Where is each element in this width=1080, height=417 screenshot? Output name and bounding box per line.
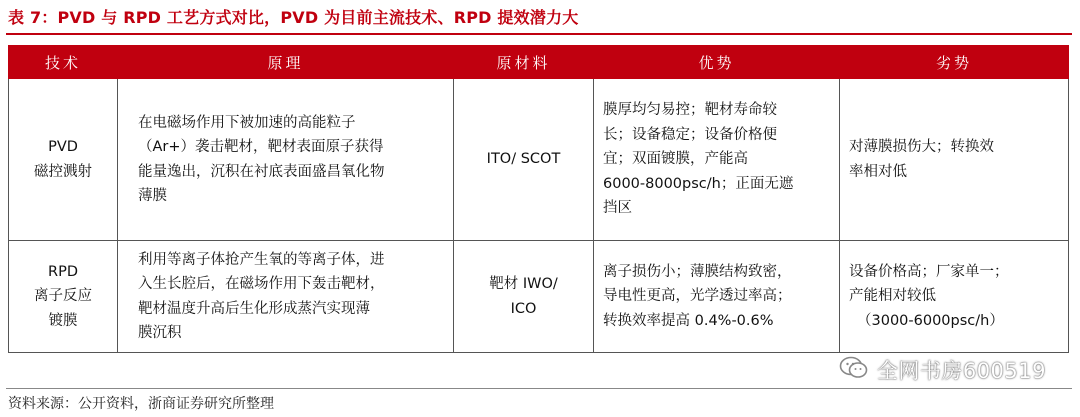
- pros-line: 膜厚均匀易控；靶材寿命较: [603, 102, 777, 119]
- table-row-pvd: [9, 79, 1069, 241]
- source-note: 资料来源：公开资料，浙商证券研究所整理: [8, 396, 274, 412]
- principle-line: 靶材温度升高后生化形成蒸汽实现薄: [138, 300, 370, 317]
- pros-line: 长；设备稳定；设备价格便: [603, 126, 777, 143]
- cell-tech: [9, 79, 118, 241]
- cons-line: 产能相对较低: [849, 288, 936, 305]
- cell-material: [454, 79, 594, 241]
- tech-line: PVD: [48, 139, 78, 155]
- pros-line: 转换效率提高 0.4%-0.6%: [603, 312, 774, 329]
- tech-line: 磁控溅射: [34, 163, 92, 180]
- pros-line: 6000-8000psc/h；正面无遮: [603, 175, 794, 192]
- cell-principle: [118, 241, 454, 353]
- principle-line: 能量逸出，沉积在衬底表面盛昌氧化物: [138, 163, 385, 180]
- cons-line: 设备价格高；厂家单一；: [849, 263, 1009, 280]
- cell-material: [454, 241, 594, 353]
- material-line: 靶材 IWO/: [489, 276, 558, 292]
- principle-line: 薄膜: [138, 188, 167, 204]
- principle-line: 利用等离子体抢产生氧的等离子体，进: [138, 251, 385, 268]
- header-tech: 技术: [9, 46, 118, 79]
- principle-line: （Ar+）袭击靶材，靶材表面原子获得: [138, 139, 384, 155]
- cell-principle: [118, 79, 454, 241]
- watermark-text: 全网书房600519: [876, 359, 1046, 383]
- wechat-icon: [839, 355, 869, 386]
- pros-line: 离子损伤小；薄膜结构致密，: [603, 263, 792, 280]
- table-row-rpd: [9, 241, 1069, 353]
- table-title: 表 7：PVD 与 RPD 工艺方式对比，PVD 为目前主流技术、RPD 提效潜力大: [8, 8, 579, 27]
- cons-line: （3000-6000psc/h）: [857, 312, 1004, 329]
- watermark: [839, 355, 1046, 385]
- header-pros: 优势: [594, 46, 840, 79]
- principle-line: 在电磁场作用下被加速的高能粒子: [138, 114, 356, 131]
- cons-line: 率相对低: [849, 163, 907, 180]
- cell-tech: [9, 241, 118, 353]
- tech-line: 镀膜: [48, 312, 78, 329]
- cell-cons: [840, 241, 1069, 353]
- pros-line: 挡区: [603, 200, 632, 217]
- title-divider: [6, 33, 1072, 35]
- material-line: ITO/ SCOT: [486, 151, 561, 168]
- header-cons: 劣势: [840, 46, 1069, 79]
- material-line: ICO: [510, 300, 537, 317]
- source-divider: [6, 388, 1072, 389]
- cons-line: 对薄膜损伤大；转换效: [849, 139, 994, 155]
- header-material: 原材料: [454, 46, 594, 79]
- principle-line: 入生长腔后，在磁场作用下轰击靶材，: [138, 276, 385, 292]
- principle-line: 膜沉积: [138, 325, 182, 341]
- header-principle: 原理: [118, 46, 454, 79]
- pros-line: 宜；双面镀膜，产能高: [603, 151, 748, 168]
- comparison-table: [8, 45, 1069, 353]
- cell-pros: [594, 79, 840, 241]
- tech-line: 离子反应: [34, 288, 92, 305]
- tech-line: RPD: [48, 263, 78, 280]
- pros-line: 导电性更高，光学透过率高；: [603, 288, 792, 305]
- table-header-row: [9, 46, 1069, 79]
- cell-pros: [594, 241, 840, 353]
- cell-cons: [840, 79, 1069, 241]
